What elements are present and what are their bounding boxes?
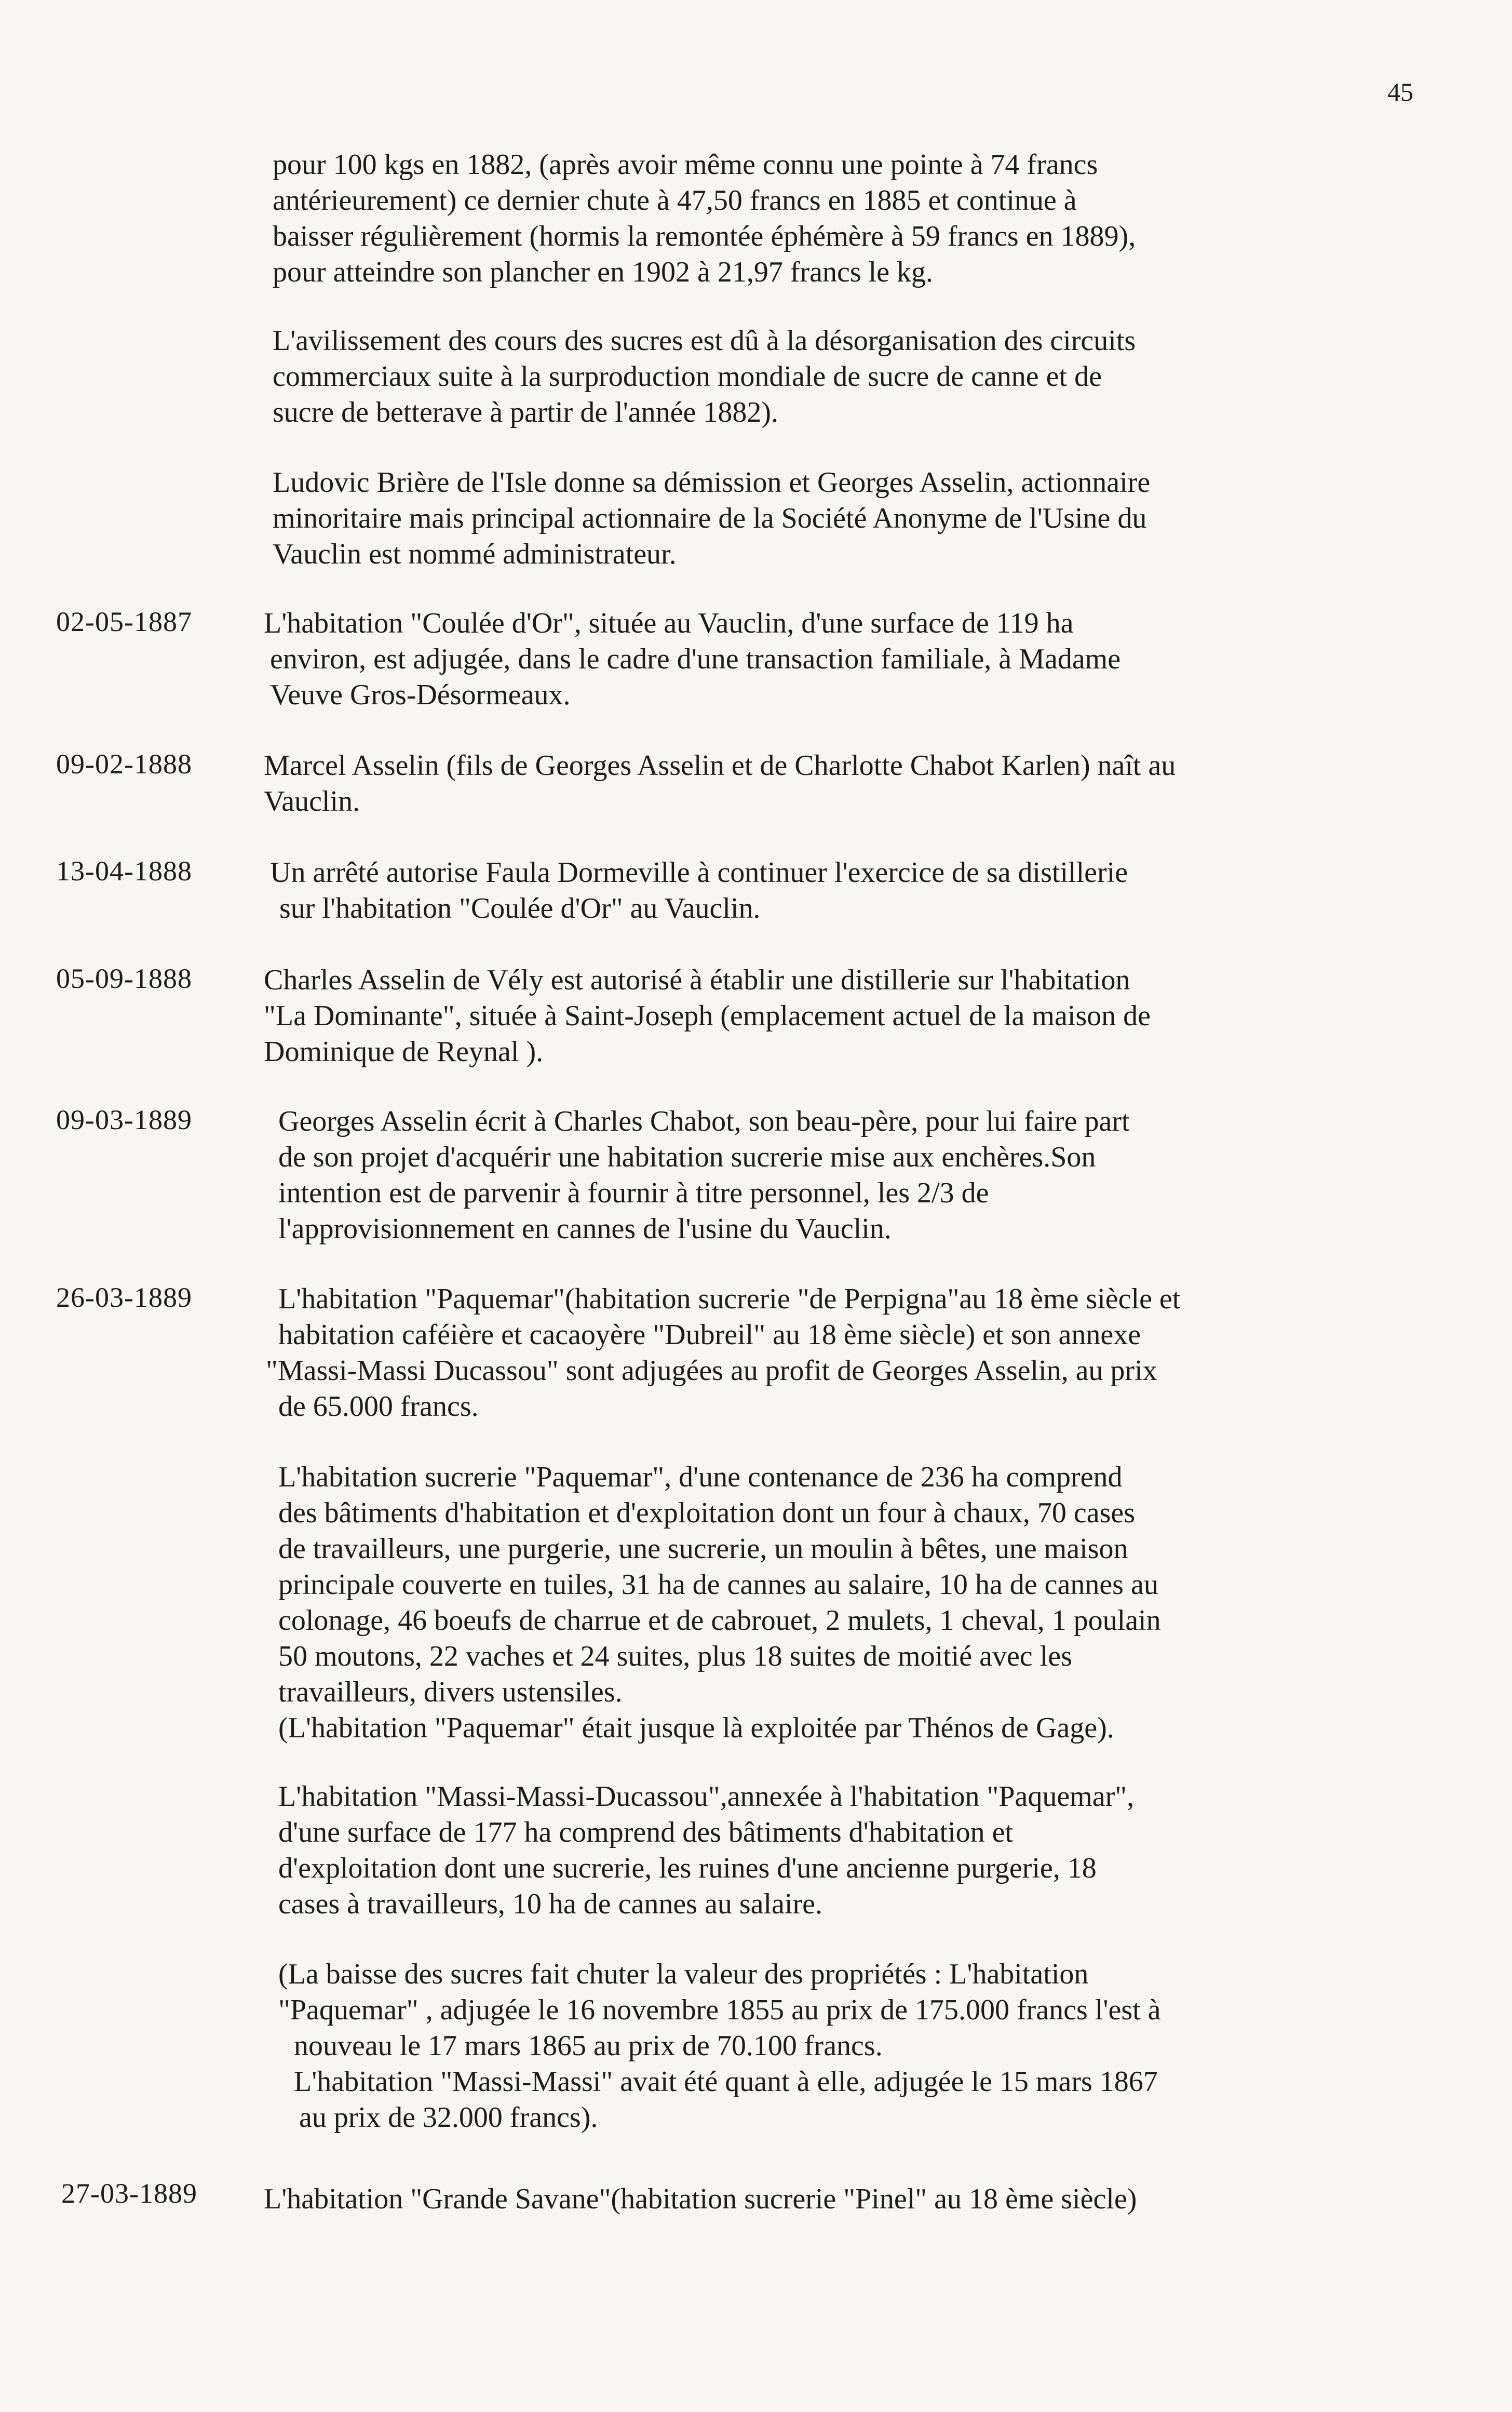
text-line: L'avilissement des cours des sucres est dû à la désorganisation des circuits [273, 325, 1136, 357]
entry-date: 05-09-1888 [56, 963, 192, 994]
text-line: L'habitation "Massi-Massi" avait été quant à elle, adjugée le 15 mars 1867 [294, 2066, 1158, 2098]
text-line: "Massi-Massi Ducassou" sont adjugées au profit de Georges Asselin, au prix [266, 1355, 1157, 1387]
intro-paragraph [273, 147, 1451, 290]
text-line: commerciaux suite à la surproduction mondiale de sucre de canne et de [273, 360, 1102, 393]
intro-paragraph [273, 323, 1451, 431]
text-line: Vauclin est nommé administrateur. [273, 538, 677, 570]
text-line: Vauclin. [264, 785, 360, 818]
entry-text [264, 606, 1453, 713]
text-line: travailleurs, divers ustensiles. [278, 1676, 623, 1708]
entry-text [278, 1104, 1467, 1247]
text-line: Georges Asselin écrit à Charles Chabot, son beau-père, pour lui faire part [278, 1105, 1130, 1137]
text-line: minoritaire mais principal actionnaire de la Société Anonyme de l'Usine du [273, 502, 1147, 534]
page-number: 45 [1387, 77, 1413, 106]
text-line: Un arrêté autorise Faula Dormeville à continuer l'exercice de sa distillerie [270, 856, 1128, 889]
text-line: pour 100 kgs en 1882, (après avoir même connu une pointe à 74 francs [273, 149, 1098, 181]
entry-subparagraph [278, 1957, 1473, 2136]
text-line: Dominique de Reynal ). [264, 1036, 544, 1068]
text-line: de travailleurs, une purgerie, une sucrerie, un moulin à bêtes, une maison [278, 1533, 1128, 1565]
text-line: 50 moutons, 22 vaches et 24 suites, plus 18 suites de moitié avec les [278, 1640, 1072, 1672]
entry-date: 09-02-1888 [56, 748, 192, 780]
entry-text [264, 855, 1453, 927]
entry-date: 26-03-1889 [56, 1282, 192, 1313]
text-line: d'une surface de 177 ha comprend des bâtiments d'habitation et [278, 1816, 1014, 1848]
entry-subparagraph [278, 1779, 1467, 1922]
entry-text [266, 1281, 1467, 1425]
text-line: intention est de parvenir à fournir à titre personnel, les 2/3 de [278, 1177, 989, 1209]
entry-date: 13-04-1888 [56, 855, 192, 887]
text-line: des bâtiments d'habitation et d'exploitation dont un four à chaux, 70 cases [278, 1497, 1136, 1529]
text-line: sur l'habitation "Coulée d'Or" au Vauclin. [279, 892, 761, 924]
text-line: L'habitation "Coulée d'Or", située au Vauclin, d'une surface de 119 ha [264, 607, 1074, 639]
text-line: L'habitation "Grande Savane"(habitation sucrerie "Pinel" au 18 ème siècle) [264, 2183, 1137, 2215]
text-line: Charles Asselin de Vély est autorisé à établir une distillerie sur l'habitation [264, 964, 1130, 996]
entry-text [264, 748, 1453, 820]
text-line: d'exploitation dont une sucrerie, les ruines d'une ancienne purgerie, 18 [278, 1852, 1097, 1884]
text-line: L'habitation "Paquemar"(habitation sucrerie "de Perpigna"au 18 ème siècle et [278, 1283, 1181, 1315]
entry-date: 09-03-1889 [56, 1104, 192, 1135]
text-line: Veuve Gros-Désormeaux. [270, 679, 571, 711]
entry-date: 27-03-1889 [61, 2178, 197, 2209]
text-line: (L'habitation "Paquemar" était jusque là exploitée par Thénos de Gage). [278, 1712, 1114, 1744]
text-line: antérieurement) ce dernier chute à 47,50 francs en 1885 et continue à [273, 184, 1077, 217]
text-line: "Paquemar" , adjugée le 16 novembre 1855 au prix de 175.000 francs l'est à [278, 1994, 1161, 2026]
intro-paragraph [273, 465, 1451, 572]
text-line: de 65.000 francs. [278, 1390, 479, 1423]
text-line: colonage, 46 boeufs de charrue et de cabrouet, 2 mulets, 1 cheval, 1 poulain [278, 1604, 1161, 1637]
text-line: L'habitation sucrerie "Paquemar", d'une contenance de 236 ha comprend [278, 1461, 1123, 1493]
entry-text [264, 2181, 1453, 2217]
text-line: baisser régulièrement (hormis la remontée éphémère à 59 francs en 1889), [273, 220, 1136, 252]
text-line: pour atteindre son plancher en 1902 à 21,97 francs le kg. [273, 256, 934, 288]
text-line: nouveau le 17 mars 1865 au prix de 70.100 francs. [294, 2030, 883, 2062]
text-line: Marcel Asselin (fils de Georges Asselin et de Charlotte Chabot Karlen) naît au [264, 749, 1176, 782]
text-line: (La baisse des sucres fait chuter la valeur des propriétés : L'habitation [278, 1958, 1089, 1990]
entry-date: 02-05-1887 [56, 606, 192, 637]
text-line: cases à travailleurs, 10 ha de cannes au salaire. [278, 1888, 822, 1920]
text-line: habitation caféière et cacaoyère "Dubreil" au 18 ème siècle) et son annexe [278, 1319, 1141, 1351]
text-line: de son projet d'acquérir une habitation sucrerie mise aux enchères.Son [278, 1141, 1096, 1173]
text-line: L'habitation "Massi-Massi-Ducassou",annexée à l'habitation "Paquemar", [278, 1780, 1135, 1813]
entry-subparagraph [278, 1459, 1467, 1746]
text-line: au prix de 32.000 francs). [299, 2101, 598, 2134]
text-line: principale couverte en tuiles, 31 ha de cannes au salaire, 10 ha de cannes au [278, 1569, 1158, 1601]
text-line: l'approvisionnement en cannes de l'usine du Vauclin. [278, 1213, 892, 1245]
text-line: environ, est adjugée, dans le cadre d'une transaction familiale, à Madame [270, 643, 1121, 675]
text-line: Ludovic Brière de l'Isle donne sa démission et Georges Asselin, actionnaire [273, 466, 1151, 499]
text-line: sucre de betterave à partir de l'année 1882). [273, 396, 779, 428]
entry-text [264, 962, 1453, 1070]
text-line: "La Dominante", située à Saint-Joseph (emplacement actuel de la maison de [264, 1000, 1151, 1032]
